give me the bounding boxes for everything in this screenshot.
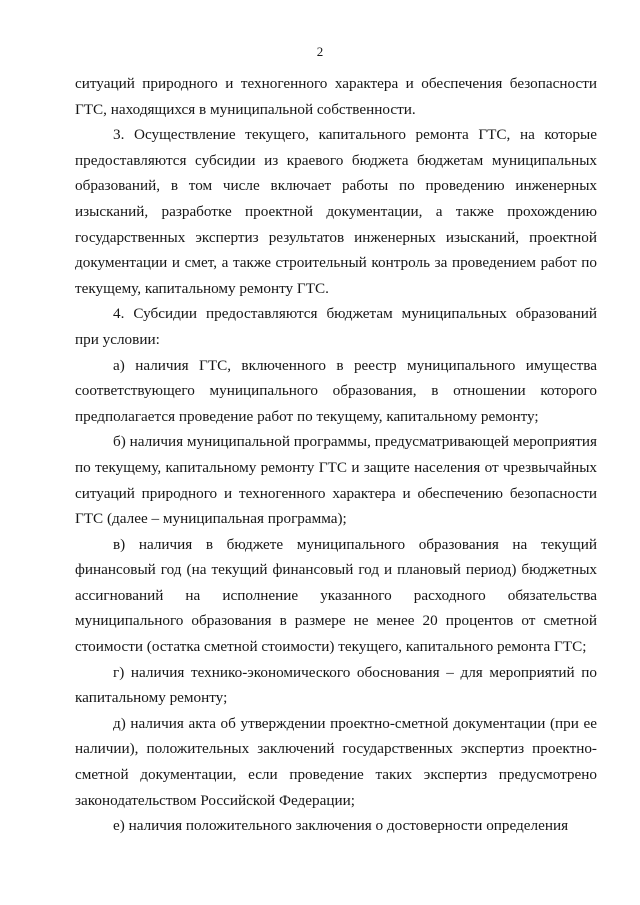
paragraph-subitem-e: е) наличия положительного заключения о достоверности определения [113, 817, 569, 835]
paragraph-subitem-g: г) наличия технико-экономического обоснования – для мероприятий по капитальному ремонту; [75, 663, 597, 707]
page-number: 2 [316, 44, 324, 59]
document-body [75, 71, 597, 839]
paragraph-subitem-d: д) наличия акта об утверждении проектно-сметной документации (при ее наличии), положительных заключений государственных экспертиз проектно-сметной документации, если проведение таких экспертиз предусмотрено законодательством Российской Федерации; [75, 714, 597, 809]
paragraph-subitem-a: а) наличия ГТС, включенного в реестр муниципального имущества соответствующего муниципального образования, в отношении которого предполагается проведение работ по текущему, капитальному ремонту; [75, 356, 597, 425]
paragraph-item-3: 3. Осуществление текущего, капитального ремонта ГТС, на которые предоставляются субсидии из краевого бюджета бюджетам муниципальных образований, в том числе включает работы по проведению инженерных изысканий, разработке проектной документации, а также прохождению государственных экспертиз результатов инженерных изысканий, проектной документации и смет, а также строительный контроль за проведением работ по текущему, капитальному ремонту ГТС. [75, 126, 597, 297]
paragraph-continuation: ситуаций природного и техногенного характера и обеспечения безопасности ГТС, находящихся в муниципальной собственности. [75, 75, 597, 118]
paragraph-item-4: 4. Субсидии предоставляются бюджетам муниципальных образований при условии: [75, 305, 597, 348]
paragraph-subitem-v: в) наличия в бюджете муниципального образования на текущий финансовый год (на текущий финансовый год и плановый период) бюджетных ассигнований на исполнение указанного расходного обязательства муниципального образования в размере не менее 20 процентов от сметной стоимости (остатка сметной стоимости) текущего, капитального ремонта ГТС; [75, 535, 597, 656]
paragraph-subitem-b: б) наличия муниципальной программы, предусматривающей мероприятия по текущему, капитальному ремонту ГТС и защите населения от чрезвычайных ситуаций природного и техногенного характера и обеспечению безопасности ГТС (далее – муниципальная программа); [75, 433, 597, 528]
